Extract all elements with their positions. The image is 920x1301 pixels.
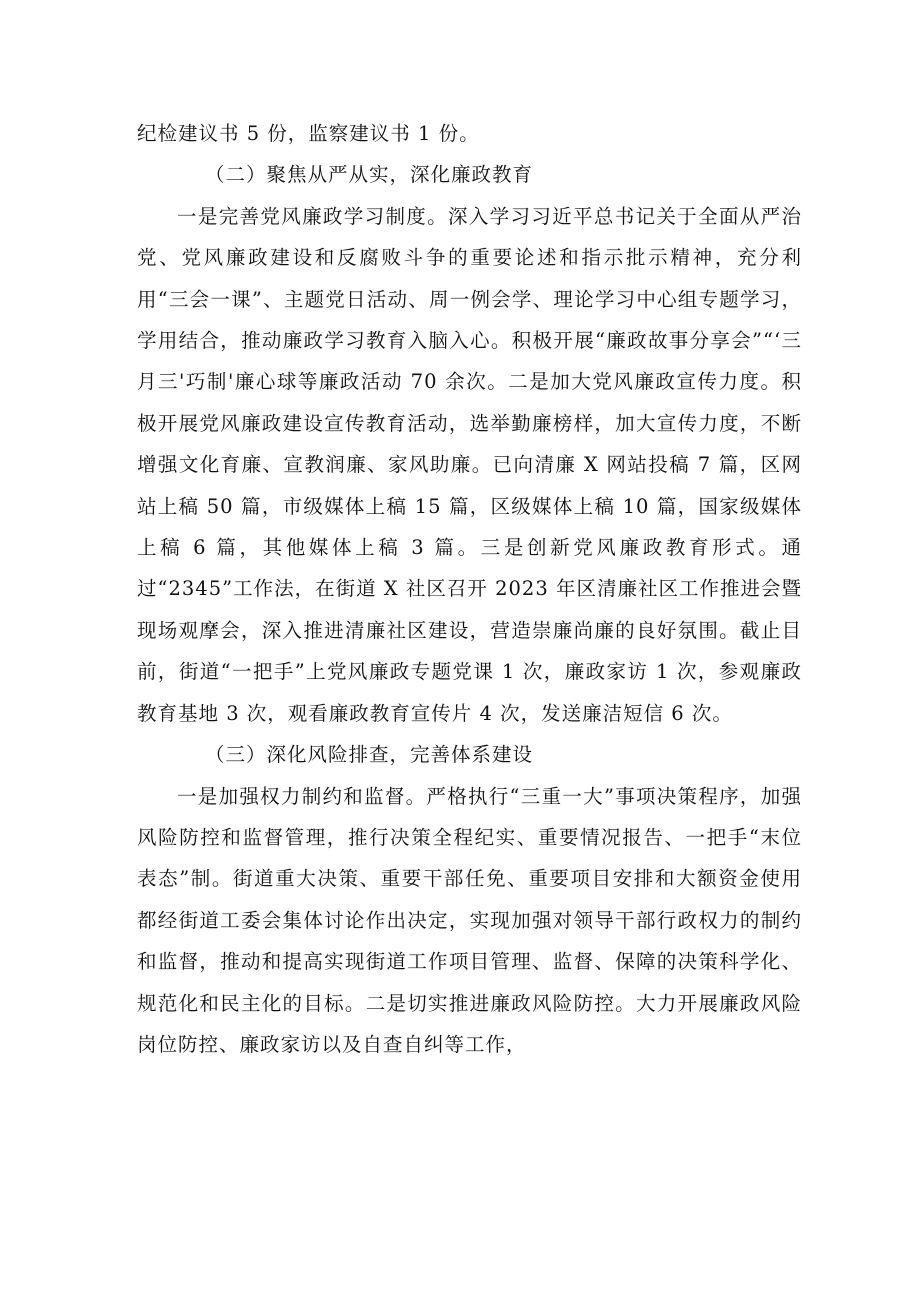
section-heading-3: （三）深化风险排查，完善体系建设: [205, 743, 534, 767]
document-body: [137, 113, 802, 1065]
paragraph-education: 一是完善党风廉政学习制度。深入学习习近平总书记关于全面从严治党、党风廉政建设和反腐败斗争的重要论述和指示批示精神，充分利用“三会一课”、主题党日活动、周一例会学、理论学习中心组专题学习，学用结合，推动廉政学习教育入脑入心。积极开展“廉政故事分享会”“‘三月三'巧制'廉心球等廉政活动 70 余次。二是加大党风廉政宣传力度。积极开展党风廉政建设宣传教育活动，选举勤廉榜样，加大宣传力度，不断增强文化育廉、宣教润廉、家风助廉。已向清廉 X 网站投稿 7 篇，区网站上稿 50 篇，市级媒体上稿 15 篇，区级媒体上稿 10 篇，国家级媒体上稿 6 篇，其他媒体上稿 3 篇。三是创新党风廉政教育形式。通过“2345”工作法，在街道 X 社区召开 2023 年区清廉社区工作推进会暨现场观摩会，深入推进清廉社区建设，营造崇廉尚廉的良好氛围。截止目前，街道“一把手”上党风廉政专题党课 1 次，廉政家访 1 次，参观廉政教育基地 3 次，观看廉政教育宣传片 4 次，发送廉洁短信 6 次。: [137, 204, 802, 725]
paragraph-continued: 纪检建议书 5 份，监察建议书 1 份。: [137, 122, 480, 145]
section-heading-2: （二）聚焦从严从实，深化廉政教育: [205, 163, 534, 187]
paragraph-risk-control: 一是加强权力制约和监督。严格执行“三重一大”事项决策程序，加强风险防控和监督管理，推行决策全程纪实、重要情况报告、一把手“末位表态”制。街道重大决策、重要干部任免、重要项目安排和大额资金使用都经街道工委会集体讨论作出决定，实现加强对领导干部行政权力的制约和监督，推动和提高实现街道工作项目管理、监督、保障的决策科学化、规范化和民主化的目标。二是切实推进廉政风险防控。大力开展廉政风险岗位防控、廉政家访以及自查自纠等工作，: [137, 784, 802, 1056]
